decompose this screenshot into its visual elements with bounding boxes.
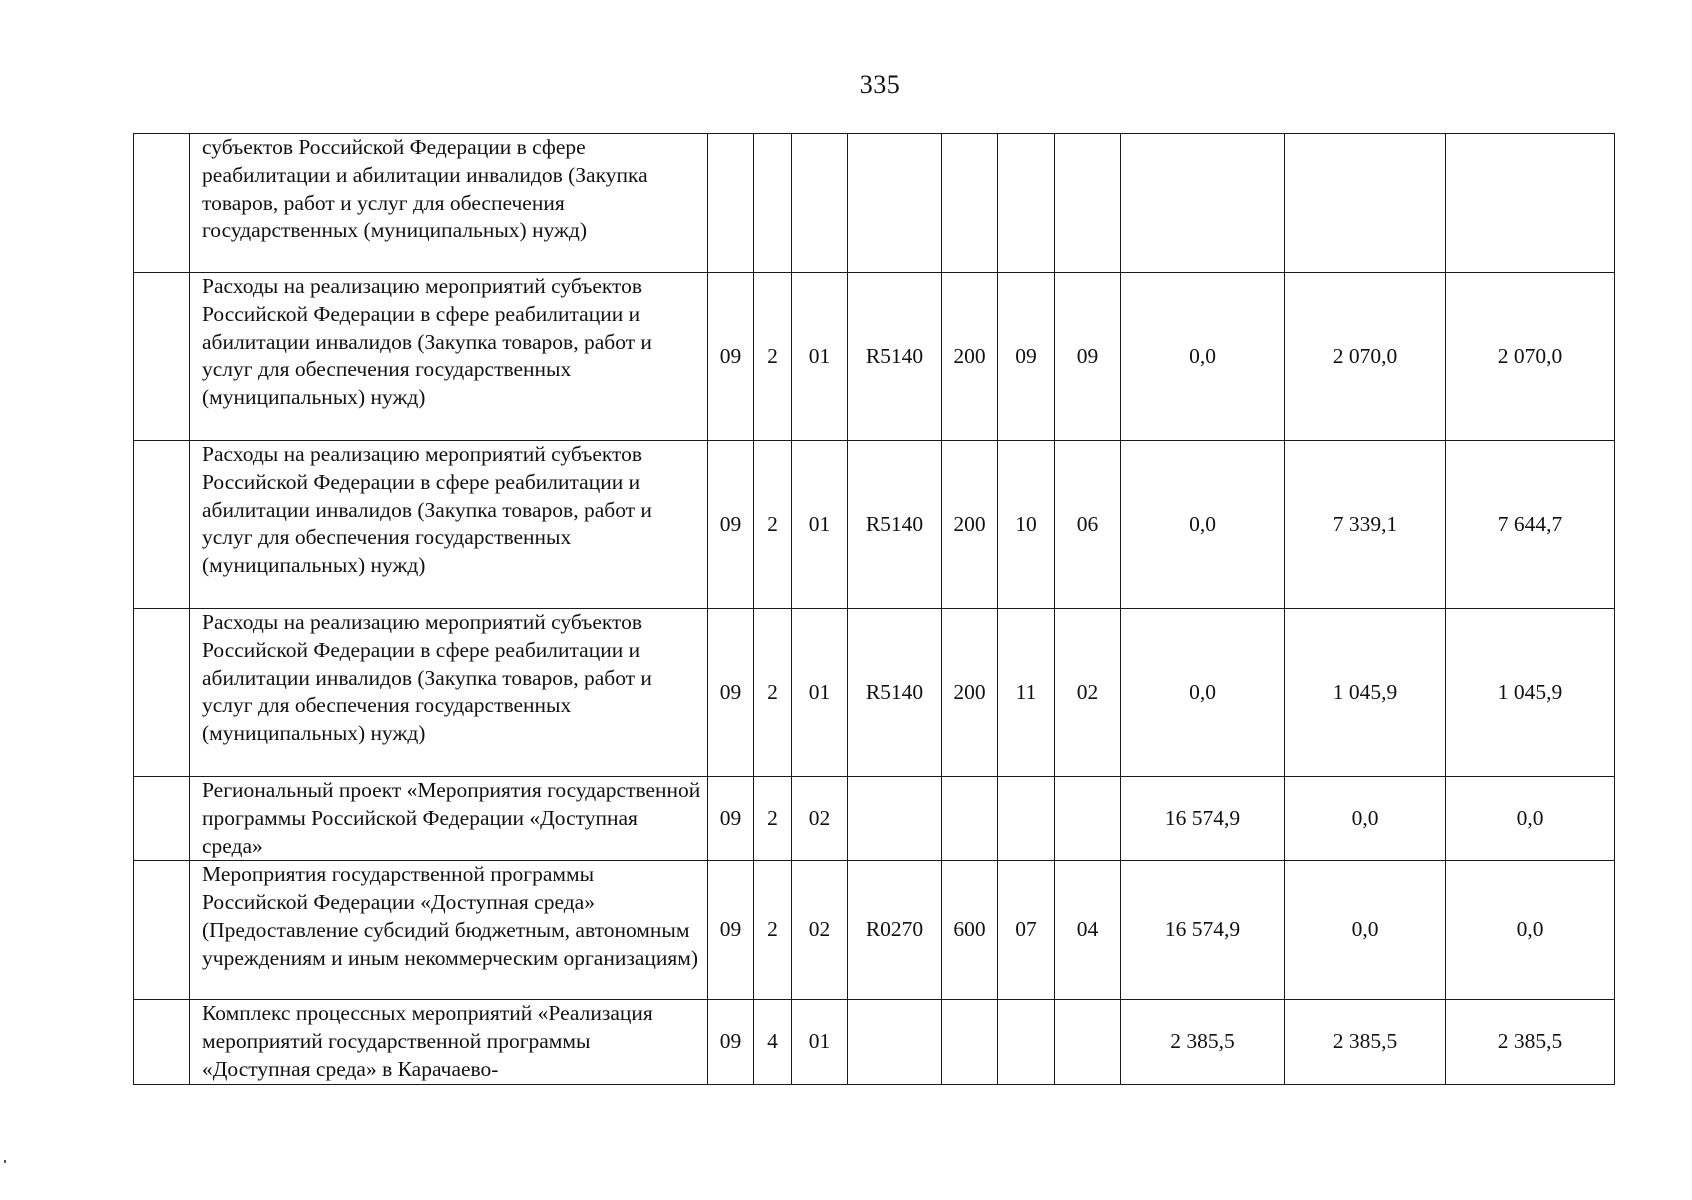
- amount-year-1-cell: 16 574,9: [1121, 777, 1285, 861]
- expense-type-cell: [942, 777, 998, 861]
- row-number-cell: [134, 273, 190, 441]
- expense-type-cell: 200: [942, 609, 998, 777]
- amount-year-1-cell: [1121, 134, 1285, 273]
- amount-year-2-cell: [1285, 134, 1446, 273]
- direction-code-cell: [848, 777, 942, 861]
- program-code-cell: 09: [708, 1000, 754, 1084]
- subprogram-code-cell: [754, 134, 792, 273]
- event-code-cell: 02: [792, 777, 848, 861]
- amount-year-2-cell: 0,0: [1285, 861, 1446, 1000]
- program-code-cell: 09: [708, 609, 754, 777]
- section-cell: 07: [998, 861, 1055, 1000]
- scan-speck: [4, 1160, 6, 1163]
- description-cell: Расходы на реализацию мероприятий субъектов Российской Федерации в сфере реабилитации и абилитации инвалидов (Закупка товаров, работ и услуг для обеспечения государственных (муниципальных) нужд): [190, 441, 708, 609]
- amount-year-1-cell: 0,0: [1121, 609, 1285, 777]
- section-cell: 10: [998, 441, 1055, 609]
- amount-year-2-cell: 2 385,5: [1285, 1000, 1446, 1084]
- table-row: [134, 777, 1615, 861]
- row-number-cell: [134, 609, 190, 777]
- amount-year-2-cell: 1 045,9: [1285, 609, 1446, 777]
- amount-year-1-cell: 0,0: [1121, 273, 1285, 441]
- table-row: [134, 134, 1615, 273]
- row-number-cell: [134, 777, 190, 861]
- section-cell: [998, 134, 1055, 273]
- amount-year-2-cell: 7 339,1: [1285, 441, 1446, 609]
- section-cell: [998, 1000, 1055, 1084]
- event-code-cell: 01: [792, 273, 848, 441]
- subprogram-code-cell: 2: [754, 441, 792, 609]
- direction-code-cell: [848, 134, 942, 273]
- program-code-cell: 09: [708, 861, 754, 1000]
- subsection-cell: 06: [1055, 441, 1121, 609]
- expense-type-cell: [942, 1000, 998, 1084]
- program-code-cell: 09: [708, 273, 754, 441]
- subsection-cell: [1055, 777, 1121, 861]
- direction-code-cell: R5140: [848, 273, 942, 441]
- description-cell: Расходы на реализацию мероприятий субъектов Российской Федерации в сфере реабилитации и абилитации инвалидов (Закупка товаров, работ и услуг для обеспечения государственных (муниципальных) нужд): [190, 273, 708, 441]
- direction-code-cell: R0270: [848, 861, 942, 1000]
- amount-year-1-cell: 2 385,5: [1121, 1000, 1285, 1084]
- subprogram-code-cell: 2: [754, 609, 792, 777]
- table-row: [134, 273, 1615, 441]
- amount-year-3-cell: [1446, 134, 1615, 273]
- section-cell: [998, 777, 1055, 861]
- amount-year-3-cell: 2 385,5: [1446, 1000, 1615, 1084]
- section-cell: 09: [998, 273, 1055, 441]
- description-cell: Расходы на реализацию мероприятий субъектов Российской Федерации в сфере реабилитации и абилитации инвалидов (Закупка товаров, работ и услуг для обеспечения государственных (муниципальных) нужд): [190, 609, 708, 777]
- table-row: [134, 861, 1615, 1000]
- subprogram-code-cell: 4: [754, 1000, 792, 1084]
- row-number-cell: [134, 441, 190, 609]
- event-code-cell: 01: [792, 441, 848, 609]
- amount-year-3-cell: 7 644,7: [1446, 441, 1615, 609]
- budget-table: [133, 133, 1615, 1085]
- program-code-cell: 09: [708, 777, 754, 861]
- page-number: 335: [859, 70, 901, 99]
- program-code-cell: 09: [708, 441, 754, 609]
- subsection-cell: [1055, 1000, 1121, 1084]
- direction-code-cell: R5140: [848, 441, 942, 609]
- subprogram-code-cell: 2: [754, 777, 792, 861]
- row-number-cell: [134, 1000, 190, 1084]
- expense-type-cell: [942, 134, 998, 273]
- subsection-cell: [1055, 134, 1121, 273]
- table-row: [134, 441, 1615, 609]
- amount-year-2-cell: 2 070,0: [1285, 273, 1446, 441]
- amount-year-1-cell: 0,0: [1121, 441, 1285, 609]
- section-cell: 11: [998, 609, 1055, 777]
- amount-year-3-cell: 1 045,9: [1446, 609, 1615, 777]
- direction-code-cell: R5140: [848, 609, 942, 777]
- description-cell: Региональный проект «Мероприятия государственной программы Российской Федерации «Доступная среда»: [190, 777, 708, 861]
- expense-type-cell: 600: [942, 861, 998, 1000]
- amount-year-2-cell: 0,0: [1285, 777, 1446, 861]
- event-code-cell: [792, 134, 848, 273]
- amount-year-3-cell: 0,0: [1446, 777, 1615, 861]
- subprogram-code-cell: 2: [754, 273, 792, 441]
- event-code-cell: 01: [792, 1000, 848, 1084]
- event-code-cell: 01: [792, 609, 848, 777]
- amount-year-3-cell: 2 070,0: [1446, 273, 1615, 441]
- table-row: [134, 609, 1615, 777]
- event-code-cell: 02: [792, 861, 848, 1000]
- amount-year-3-cell: 0,0: [1446, 861, 1615, 1000]
- amount-year-1-cell: 16 574,9: [1121, 861, 1285, 1000]
- program-code-cell: [708, 134, 754, 273]
- subsection-cell: 02: [1055, 609, 1121, 777]
- expense-type-cell: 200: [942, 441, 998, 609]
- description-cell: Комплекс процессных мероприятий «Реализация мероприятий государственной программы «Доступная среда» в Карачаево-: [190, 1000, 708, 1084]
- expense-type-cell: 200: [942, 273, 998, 441]
- subprogram-code-cell: 2: [754, 861, 792, 1000]
- row-number-cell: [134, 861, 190, 1000]
- table-row: [134, 1000, 1615, 1084]
- row-number-cell: [134, 134, 190, 273]
- subsection-cell: 09: [1055, 273, 1121, 441]
- direction-code-cell: [848, 1000, 942, 1084]
- description-cell: Мероприятия государственной программы Российской Федерации «Доступная среда» (Предоставление субсидий бюджетным, автономным учреждениям и иным некоммерческим организациям): [190, 861, 708, 1000]
- subsection-cell: 04: [1055, 861, 1121, 1000]
- description-cell: субъектов Российской Федерации в сфере реабилитации и абилитации инвалидов (Закупка товаров, работ и услуг для обеспечения государственных (муниципальных) нужд): [190, 134, 708, 273]
